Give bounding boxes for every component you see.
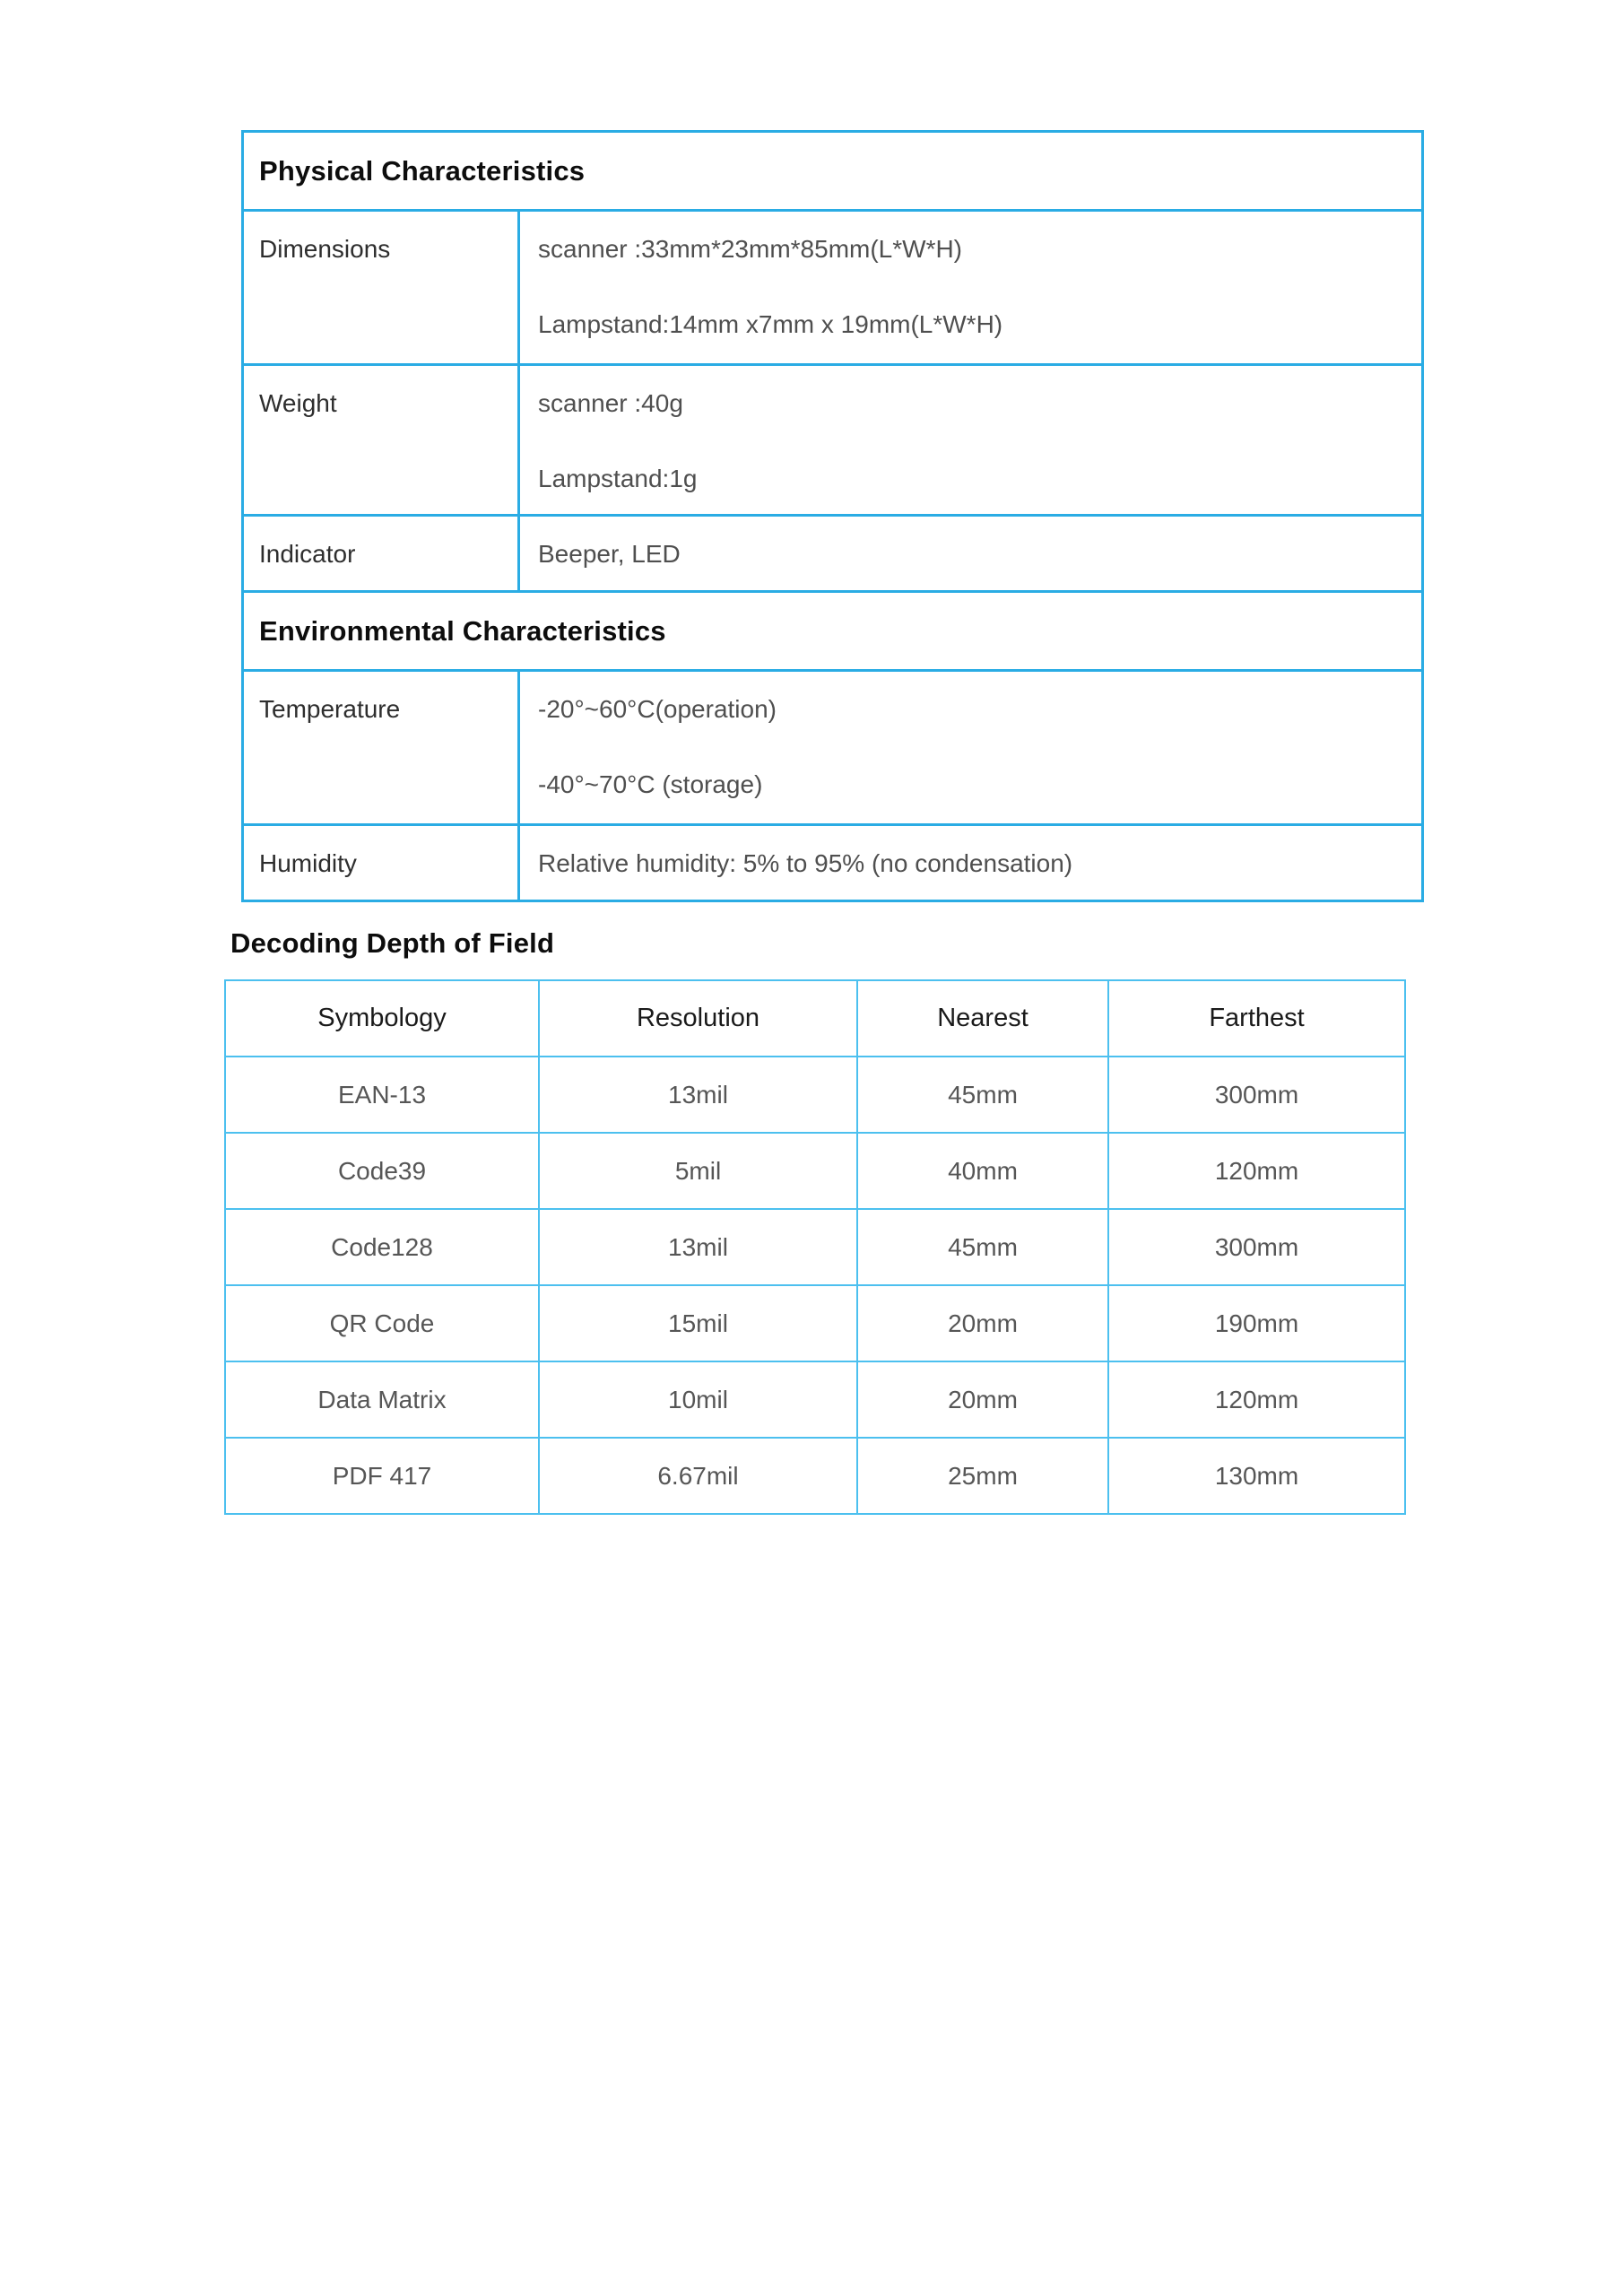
section-header-physical	[244, 133, 1421, 209]
decoding-header-symbology: Symbology	[317, 1004, 447, 1032]
decoding-cell: 300mm	[1107, 1208, 1404, 1284]
decoding-cell: Code39	[226, 1132, 538, 1208]
decoding-cell: 20mm	[856, 1361, 1107, 1437]
spec-label: Humidity	[259, 849, 357, 877]
spec-value-line: -40°~70°C (storage)	[538, 770, 763, 798]
spec-value-line: scanner :40g	[538, 389, 683, 417]
spec-row-dimensions	[244, 209, 1421, 363]
spec-label-cell	[244, 826, 520, 900]
spec-value-line: Lampstand:14mm x7mm x 19mm(L*W*H)	[538, 310, 1003, 338]
decoding-cell: EAN-13	[226, 1056, 538, 1132]
spec-value-line: Lampstand:1g	[538, 465, 698, 492]
decoding-cell: 13mil	[538, 1056, 856, 1132]
section-header-environmental	[244, 590, 1421, 669]
spec-value-line: -20°~60°C(operation)	[538, 695, 777, 723]
decoding-header-farthest: Farthest	[1107, 981, 1404, 1056]
spec-row-indicator	[244, 514, 1421, 590]
section-header-text: Physical Characteristics	[259, 154, 586, 187]
decoding-cell: QR Code	[226, 1284, 538, 1361]
decoding-cell: 13mil	[538, 1208, 856, 1284]
spec-row-humidity	[244, 823, 1421, 900]
spec-label: Dimensions	[259, 235, 391, 263]
decoding-cell: 10mil	[538, 1361, 856, 1437]
decoding-header-nearest: Nearest	[856, 981, 1107, 1056]
decoding-cell: 300mm	[1107, 1056, 1404, 1132]
spec-label: Temperature	[259, 695, 401, 723]
decoding-cell: 5mil	[538, 1132, 856, 1208]
spec-value-cell	[520, 366, 1421, 514]
spec-table	[241, 130, 1424, 902]
decoding-cell: 15mil	[538, 1284, 856, 1361]
spec-label: Weight	[259, 389, 337, 417]
decoding-cell: 45mm	[856, 1056, 1107, 1132]
spec-value-cell	[520, 826, 1421, 900]
decoding-table	[224, 979, 1406, 1515]
decoding-header-resolution: Resolution	[538, 981, 856, 1056]
spec-row-temperature	[244, 669, 1421, 823]
spec-value-line: scanner :33mm*23mm*85mm(L*W*H)	[538, 235, 963, 263]
decoding-cell: 120mm	[1107, 1361, 1404, 1437]
decoding-cell: 120mm	[1107, 1132, 1404, 1208]
spec-value-cell	[520, 517, 1421, 590]
spec-row-weight	[244, 363, 1421, 514]
decoding-cell: 40mm	[856, 1132, 1107, 1208]
decoding-cell: 20mm	[856, 1284, 1107, 1361]
spec-value-cell	[520, 672, 1421, 823]
spec-label-cell	[244, 517, 520, 590]
spec-label: Indicator	[259, 540, 356, 568]
spec-value-line: Relative humidity: 5% to 95% (no condensation)	[538, 849, 1073, 877]
decoding-cell: 130mm	[1107, 1437, 1404, 1513]
decoding-cell: PDF 417	[226, 1437, 538, 1513]
decoding-cell: Code128	[226, 1208, 538, 1284]
spec-label-cell	[244, 366, 520, 514]
decoding-depth-title: Decoding Depth of Field	[230, 927, 555, 959]
decoding-cell: 6.67mil	[538, 1437, 856, 1513]
spec-value-cell	[520, 212, 1421, 363]
decoding-cell: 25mm	[856, 1437, 1107, 1513]
spec-label-cell	[244, 212, 520, 363]
spec-label-cell	[244, 672, 520, 823]
decoding-cell: 45mm	[856, 1208, 1107, 1284]
spec-value-line: Beeper, LED	[538, 540, 681, 568]
decoding-cell: 190mm	[1107, 1284, 1404, 1361]
decoding-cell: Data Matrix	[226, 1361, 538, 1437]
section-header-text: Environmental Characteristics	[259, 614, 666, 647]
